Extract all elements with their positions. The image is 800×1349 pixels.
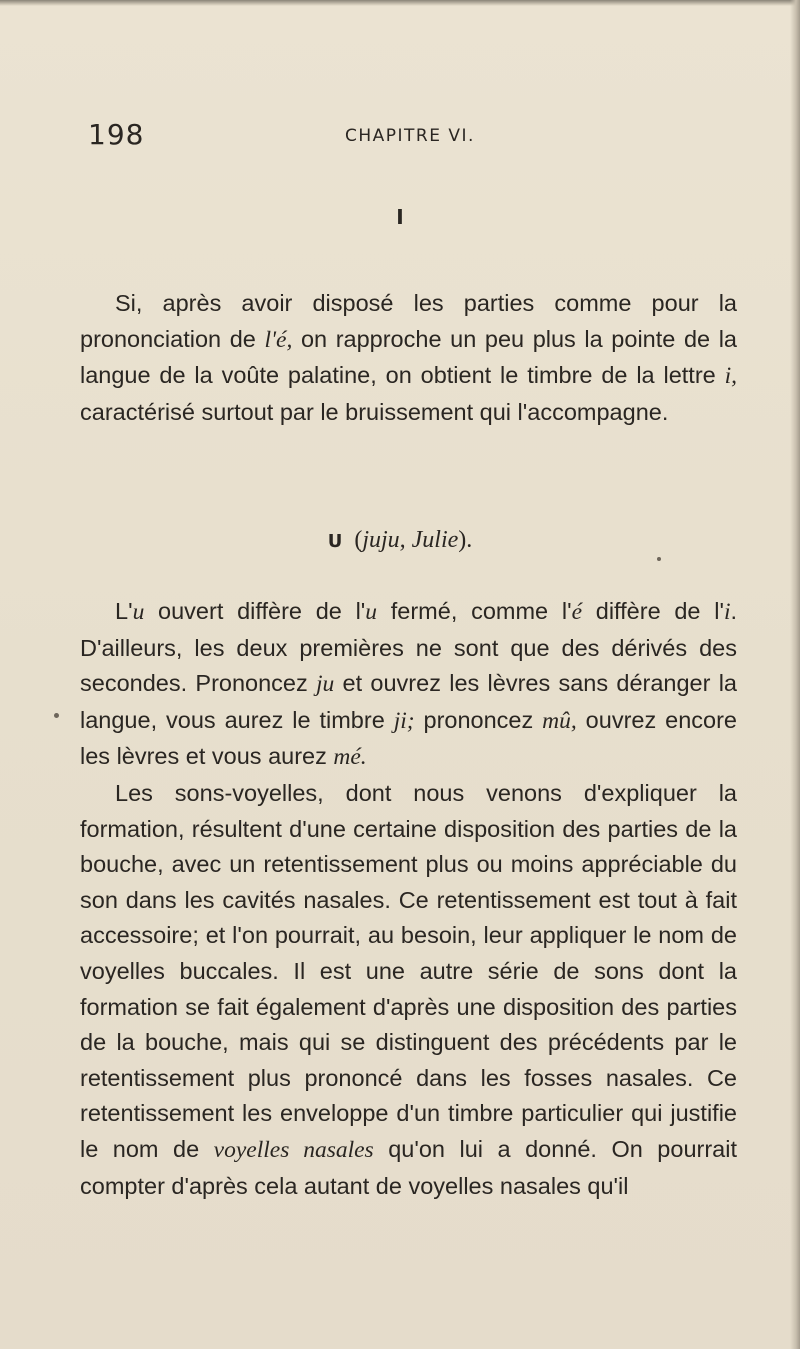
running-head: CHAPITRE VI. [345,126,475,146]
italic-run: i [723,599,731,625]
page-number: 198 [88,118,145,151]
text-run: . D'ailleurs, les deux premières ne sont que des dérivés des secondes. Prononcez [80,598,738,697]
text-run: Les sons-voyelles, dont nous venons d'expliquer la formation, résultent d'une certaine disposition des parties de la bouche, avec un retentissement plus ou moins appréciable du son dans les cavités nasales. Ce retentissement est tout à fait accessoire; et l'on pourrait, au besoin, leur appliquer le nom de voyelles buccales. Il est une autre série de sons dont la formation se fait également d'après une disposition des parties de la bouche, mais qui se distinguent des précédents par le retentissement plus prononcé dans les fosses nasales. Ce retentissement les enveloppe d'un timbre particulier qui justifie le nom de [80,779,737,1162]
section-letter: U [327,531,343,552]
example-word: juju, [362,527,406,553]
text-run: L' [115,598,133,624]
page-top-edge [0,0,800,6]
section-heading-i: I [396,205,404,229]
text-run: ouvert diffère de l' [144,598,366,624]
paragraph-u-2 [80,776,737,1204]
italic-run: l'é, [264,326,293,353]
italic-run: é [571,599,583,625]
text-run: fermé, comme l' [377,598,572,624]
text-run: diffère de l' [582,598,724,624]
text-run: et ouvrez les lèvres sans déranger la langue, vous aurez le timbre [80,670,737,733]
italic-run: voyelles nasales [213,1136,374,1163]
page-header [88,118,738,158]
italic-run: ji; [393,707,415,734]
example-close: ). [458,527,473,553]
italic-run: u [132,599,145,625]
example-open: ( [354,527,363,553]
paragraph-u-1 [80,594,737,776]
text-run: on rapproche un peu plus la pointe de la langue de la voûte palatine, on obtient le timbre de la lettre [80,325,737,389]
text-run: prononcez [414,706,543,733]
italic-run: mû, [542,707,577,734]
italic-run: mé. [333,744,367,771]
text-run: qu'on lui a donné. On pourrait compter d'après cela autant de voyelles nasales qu'il [80,1135,737,1199]
example-word: Julie [405,527,459,553]
paragraph-i [80,286,737,430]
text-run: Si, après avoir disposé les parties comme pour la prononciation de [80,290,737,352]
text-run: caractérisé surtout par le bruissement qui l'accompagne. [80,398,669,425]
page-right-edge [790,0,800,1349]
section-heading-u [0,527,800,554]
text-run: ouvrez encore les lèvres et vous aurez [80,706,737,770]
italic-run: ju [316,671,335,698]
section-u-body [80,594,737,1204]
italic-run: i, [724,363,737,390]
italic-run: u [365,599,378,625]
paper-speck [54,713,59,718]
paragraph-i-text [80,286,737,430]
paper-speck [657,557,661,561]
